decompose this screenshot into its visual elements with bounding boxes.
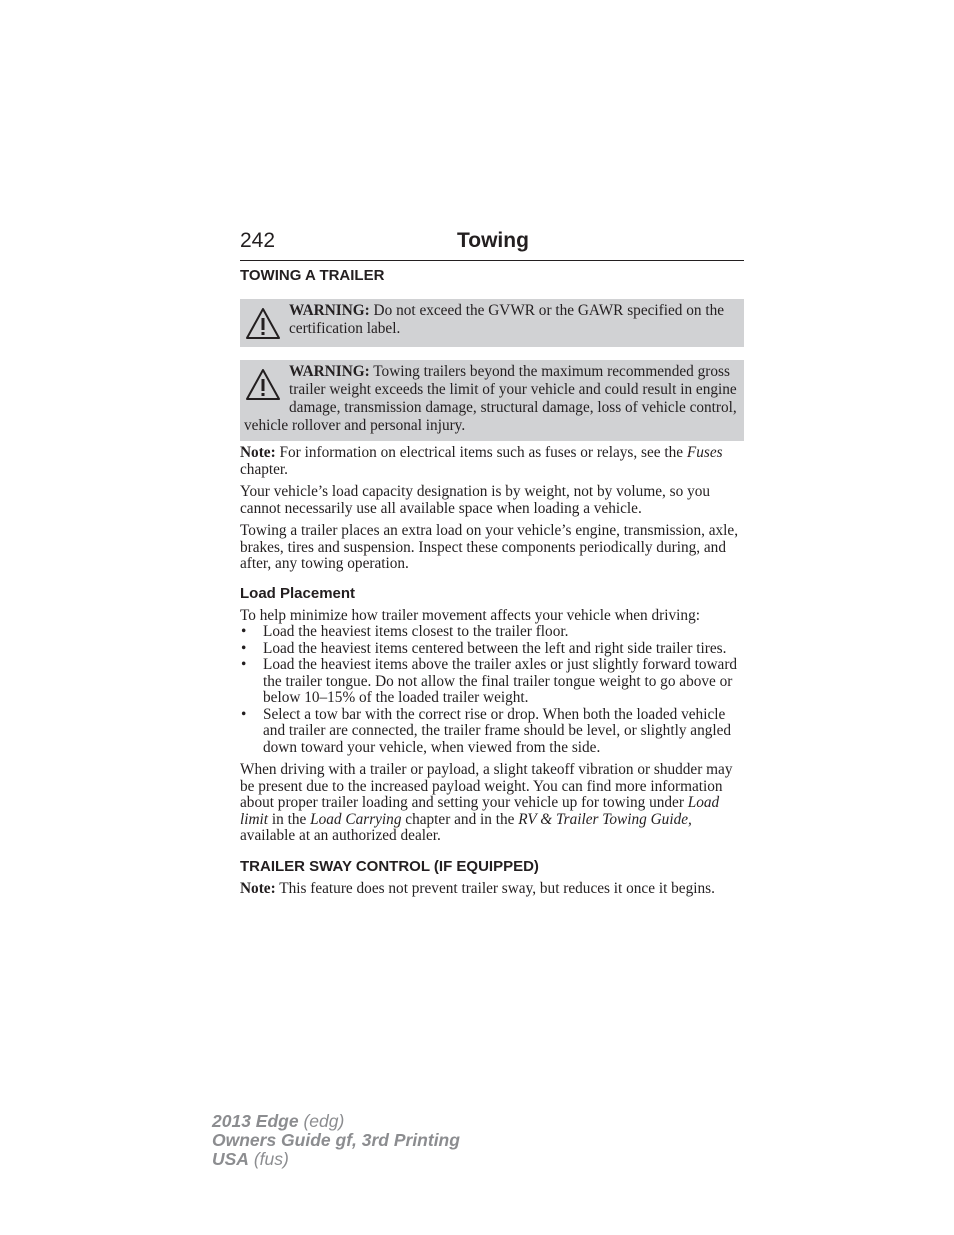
warning-triangle-icon — [245, 307, 281, 341]
footer-line-model — [212, 1112, 460, 1131]
warning-triangle-icon — [245, 368, 281, 402]
note-text: For information on electrical items such as fuses or relays, see the — [275, 444, 687, 461]
chapter-title: Towing — [457, 229, 529, 252]
footer-model-code: (edg) — [298, 1111, 345, 1131]
list-item-text: Load the heaviest items closest to the trailer floor. — [263, 623, 569, 640]
bullet-icon: • — [241, 705, 247, 723]
paragraph-extra-load: Towing a trailer places an extra load on your vehicle’s engine, transmission, axle, brakes, tires and suspension. Inspect these components periodically during, and after, any towing operation. — [240, 522, 739, 572]
fuses-reference: Fuses — [686, 444, 723, 461]
bullet-icon: • — [241, 656, 247, 673]
note-label: Note: — [240, 444, 276, 461]
footer-model: 2013 Edge — [212, 1111, 299, 1131]
list-item-text: Load the heaviest items centered between the left and right side trailer tires. — [263, 639, 727, 657]
warning-label: WARNING: — [289, 302, 370, 319]
list-item-text: Load the heaviest items above the trailer axles or just slightly forward toward the trailer tongue. Do not allow the final trailer tongue weight to go above or below 10–15% of the loaded trailer weight. — [263, 656, 738, 706]
footer-market-code: (fus) — [248, 1149, 289, 1169]
footer-line-guide: Owners Guide gf, 3rd Printing — [212, 1130, 460, 1150]
list-item — [240, 641, 744, 658]
note-label: Note: — [240, 879, 276, 897]
note-trailer-sway — [240, 881, 744, 898]
paragraph-text: in the — [268, 810, 311, 828]
list-item — [240, 707, 744, 757]
warning-text: Towing trailers beyond the maximum recommended gross trailer weight exceeds the limit of your vehicle and could result in engine damage, transmission damage, structural damage, loss of vehicle control, vehicle rollover and personal injury. — [244, 363, 737, 434]
bullet-icon: • — [241, 639, 247, 657]
paragraph-text: available at an authorized dealer. — [240, 827, 441, 844]
page-number: 242 — [240, 229, 276, 252]
list-item — [240, 624, 744, 641]
warning-box-trailer-weight — [240, 360, 744, 441]
subheading-load-placement: Load Placement — [240, 584, 356, 602]
load-limit-reference: Load limit — [240, 794, 720, 828]
note-fuses — [240, 445, 744, 478]
paragraph-load-capacity: Your vehicle’s load capacity designation is by weight, not by volume, so you cannot necessarily use all available space when loading a vehicle. — [240, 483, 711, 517]
rv-guide-reference: RV & Trailer Towing Guide, — [518, 810, 692, 828]
note-text-end: chapter. — [240, 460, 288, 478]
warning-box-gvwr — [240, 299, 744, 347]
page-header — [240, 228, 744, 261]
page-footer — [212, 1112, 460, 1169]
load-placement-list — [240, 624, 744, 756]
paragraph-text: When driving with a trailer or payload, a slight takeoff vibration or shudder may be present due to the increased payload weight. You can find more information about proper trailer loading and setting your vehicle up for towing under — [240, 761, 733, 811]
section-heading-trailer-sway: TRAILER SWAY CONTROL (IF EQUIPPED) — [240, 857, 539, 875]
paragraph-takeoff-vibration — [240, 762, 744, 845]
page-content — [240, 267, 744, 897]
warning-text: Do not exceed the GVWR or the GAWR specified on the certification label. — [289, 302, 725, 337]
section-heading-towing-a-trailer: TOWING A TRAILER — [240, 267, 385, 284]
list-item — [240, 657, 744, 707]
list-item-text: Select a tow bar with the correct rise or drop. When both the loaded vehicle and trailer are connected, the trailer frame should be level, or slightly angled down toward your vehicle, when viewed from the side. — [263, 705, 732, 756]
load-carrying-reference: Load Carrying — [310, 810, 402, 828]
paragraph-load-intro: To help minimize how trailer movement affects your vehicle when driving: — [240, 606, 700, 624]
paragraph-text: chapter and in the — [401, 810, 519, 828]
footer-line-market — [212, 1150, 460, 1169]
note-text: This feature does not prevent trailer sway, but reduces it once it begins. — [275, 879, 715, 897]
footer-market: USA — [212, 1149, 249, 1169]
warning-label: WARNING: — [289, 363, 370, 380]
bullet-icon: • — [241, 623, 247, 640]
